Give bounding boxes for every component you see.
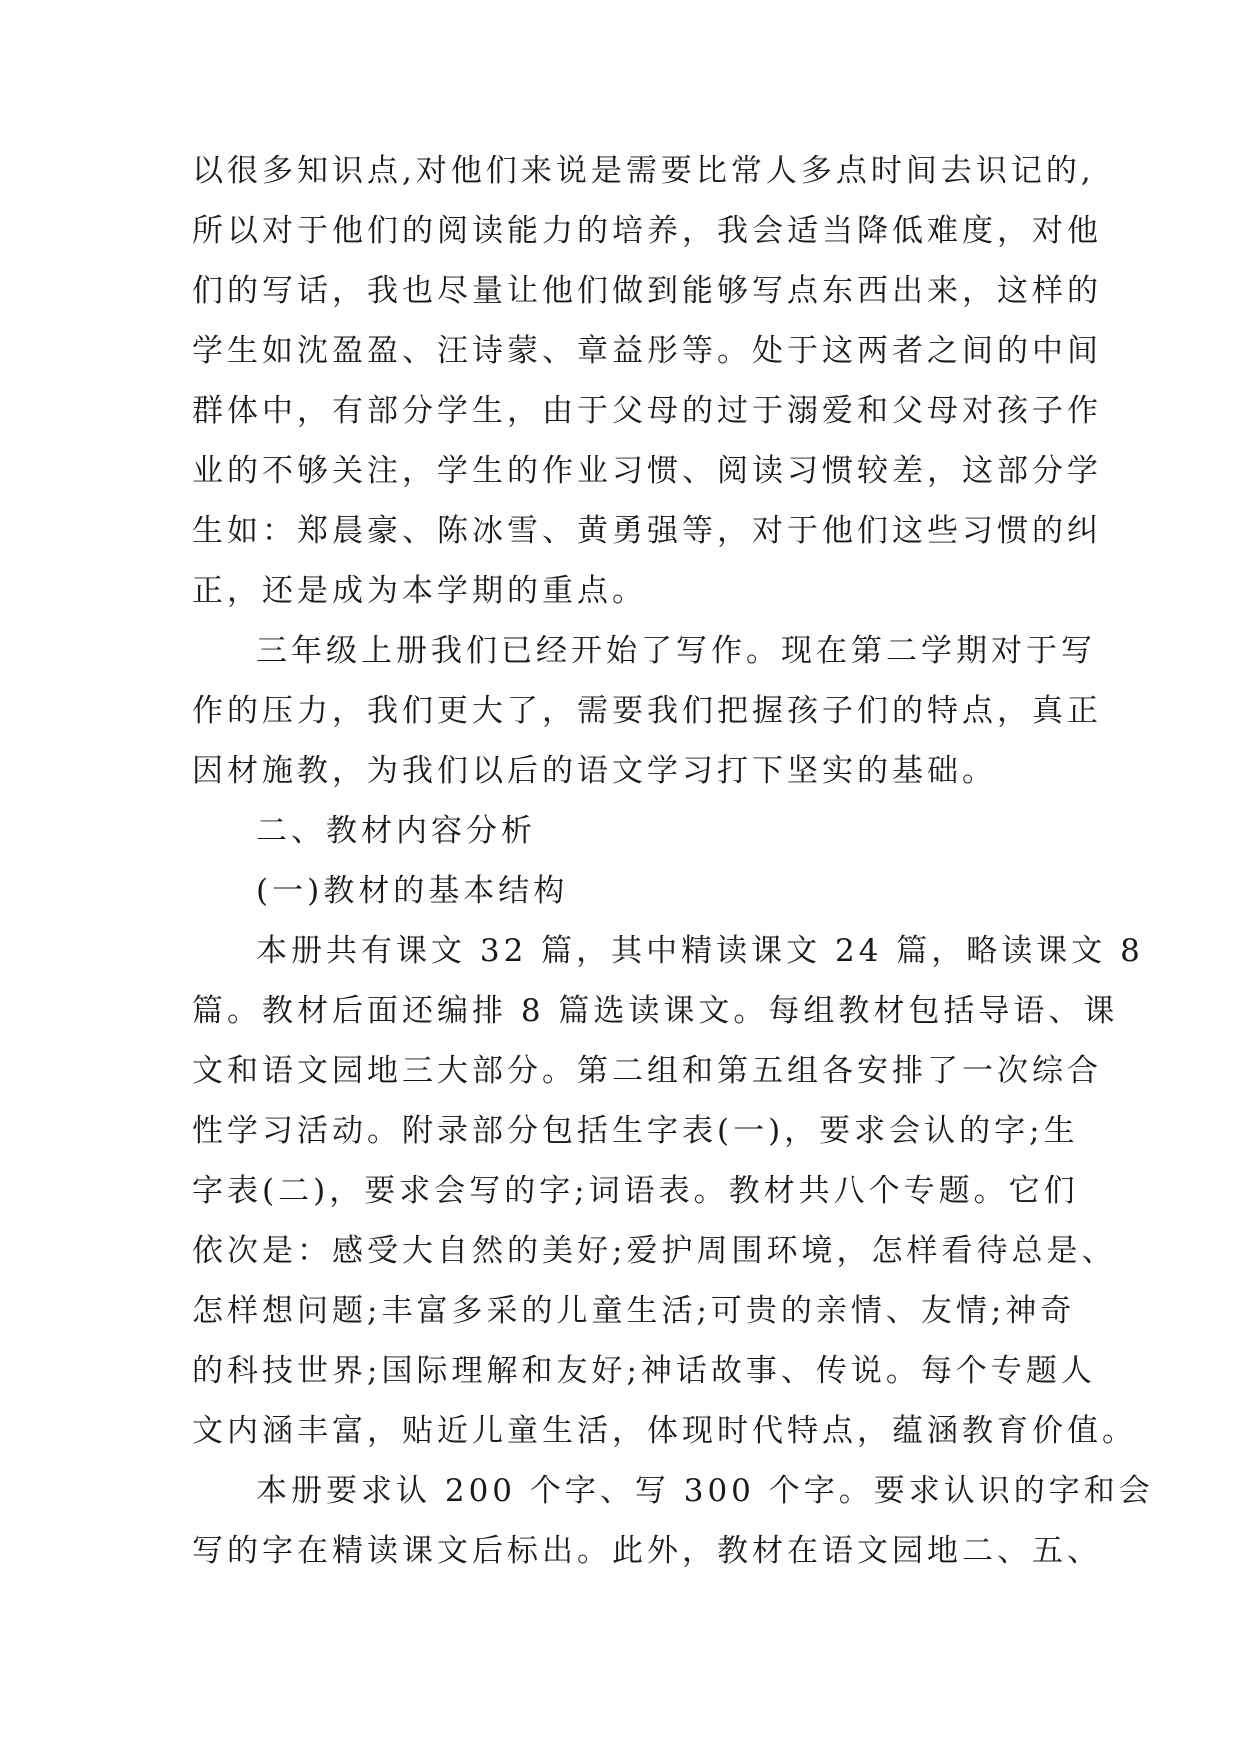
- text-line: 怎样想问题;丰富多采的儿童生活;可贵的亲情、友情;神奇: [192, 1293, 1076, 1329]
- text-line: 本册要求认 200 个字、写 300 个字。要求认识的字和会: [256, 1473, 1154, 1509]
- text-line: 篇。教材后面还编排 8 篇选读课文。每组教材包括导语、课: [192, 993, 1119, 1029]
- text-line: 正，还是成为本学期的重点。: [192, 573, 647, 609]
- text-line: 学生如沈盈盈、汪诗蒙、章益彤等。处于这两者之间的中间: [192, 333, 1102, 369]
- text-line: 生如：郑晨豪、陈冰雪、黄勇强等，对于他们这些习惯的纠: [192, 513, 1102, 549]
- text-line: 们的写话，我也尽量让他们做到能够写点东西出来，这样的: [192, 273, 1102, 309]
- text-line: 所以对于他们的阅读能力的培养，我会适当降低难度，对他: [192, 213, 1102, 249]
- text-line: 本册共有课文 32 篇，其中精读课文 24 篇，略读课文 8: [256, 933, 1144, 969]
- text-line: 文内涵丰富，贴近儿童生活，体现时代特点，蕴涵教育价值。: [192, 1413, 1137, 1449]
- text-line: 性学习活动。附录部分包括生字表(一)，要求会认的字;生: [192, 1113, 1079, 1149]
- text-line: 业的不够关注，学生的作业习惯、阅读习惯较差，这部分学: [192, 453, 1102, 489]
- subsection-heading: (一)教材的基本结构: [256, 873, 569, 909]
- text-line: 三年级上册我们已经开始了写作。现在第二学期对于写: [256, 633, 1096, 669]
- text-line: 以很多知识点,对他们来说是需要比常人多点时间去识记的,: [192, 153, 1095, 189]
- text-line: 群体中，有部分学生，由于父母的过于溺爱和父母对孩子作: [192, 393, 1102, 429]
- text-line: 依次是：感受大自然的美好;爱护周围环境，怎样看待总是、: [192, 1233, 1117, 1269]
- section-heading: 二、教材内容分析: [256, 813, 536, 849]
- text-line: 因材施教，为我们以后的语文学习打下坚实的基础。: [192, 753, 997, 789]
- text-line: 作的压力，我们更大了，需要我们把握孩子们的特点，真正: [192, 693, 1102, 729]
- text-line: 写的字在精读课文后标出。此外，教材在语文园地二、五、: [192, 1533, 1102, 1569]
- text-line: 文和语文园地三大部分。第二组和第五组各安排了一次综合: [192, 1053, 1102, 1089]
- text-line: 字表(二)，要求会写的字;词语表。教材共八个专题。它们: [192, 1173, 1079, 1209]
- text-line: 的科技世界;国际理解和友好;神话故事、传说。每个专题人: [192, 1353, 1096, 1389]
